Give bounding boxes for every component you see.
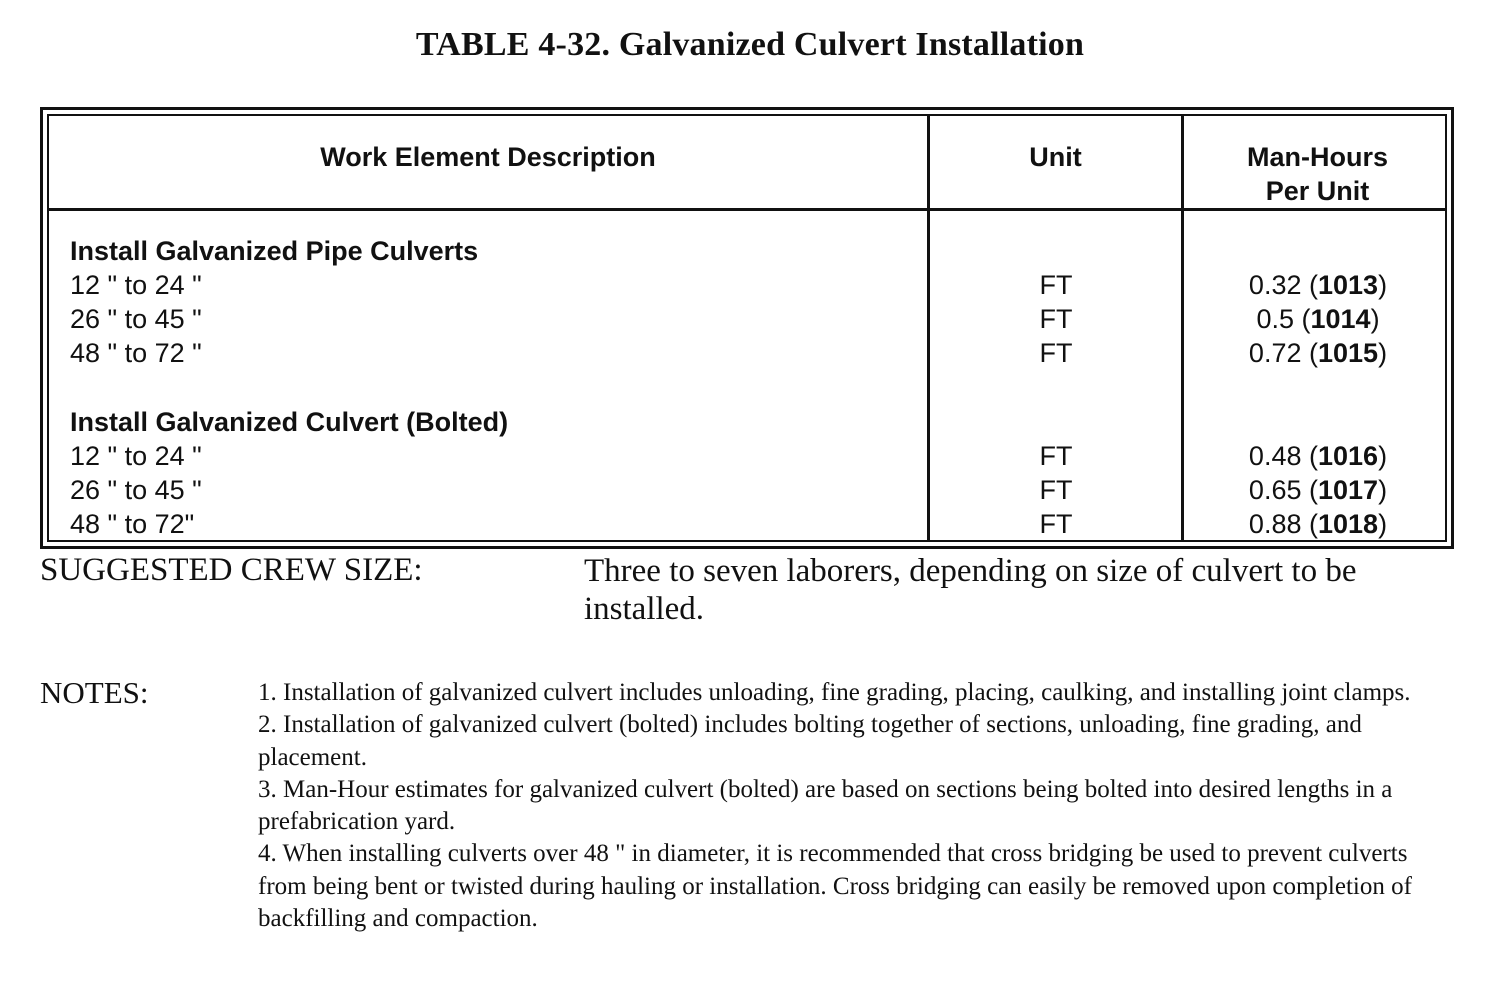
table-row	[49, 302, 1445, 336]
row-manhours: 0.32 (1013)	[1248, 270, 1388, 300]
manhours-value: 0.5	[1256, 304, 1294, 334]
manhours-value: 0.48	[1248, 441, 1302, 471]
row-description: 48 " to 72 "	[70, 338, 202, 368]
table-inner-frame	[47, 114, 1447, 542]
culvert-table	[40, 107, 1454, 549]
crew-size-label: SUGGESTED CREW SIZE:	[40, 552, 423, 588]
group-heading	[49, 405, 1445, 439]
row-manhours: 0.65 (1017)	[1248, 475, 1388, 505]
table-row	[49, 336, 1445, 370]
manhours-code: 1014	[1310, 304, 1371, 334]
header-manhours-line1: Man-Hours	[1247, 142, 1388, 172]
row-unit: FT	[1039, 441, 1073, 471]
row-description: 12 " to 24 "	[70, 270, 202, 300]
header-manhours-line2: Per Unit	[1265, 176, 1370, 206]
row-manhours: 0.5 (1014)	[1256, 304, 1380, 334]
table-row	[49, 268, 1445, 302]
manhours-code: 1013	[1317, 270, 1379, 300]
crew-size-text: Three to seven laborers, depending on size of culvert to be installed.	[584, 553, 1357, 627]
row-unit: FT	[1039, 475, 1073, 505]
note-item: 3. Man-Hour estimates for galvanized culvert (bolted) are based on sections being bolted into desired lengths in a prefabrication yard.	[258, 775, 1393, 836]
group-heading	[49, 234, 1445, 268]
table-row	[49, 439, 1445, 473]
note-item: 4. When installing culverts over 48 " in diameter, it is recommended that cross bridging be used to prevent culverts from being bent or twisted during hauling or installation. Cross bridging can easily be removed upon completion of backfilling and compaction.	[258, 840, 1412, 933]
note-item: 1. Installation of galvanized culvert includes unloading, fine grading, placing, caulking, and installing joint clamps.	[258, 679, 1411, 706]
notes-label: NOTES:	[40, 675, 149, 710]
manhours-value: 0.65	[1248, 475, 1302, 505]
row-manhours: 0.88 (1018)	[1248, 509, 1388, 539]
header-unit: Unit	[1029, 142, 1082, 172]
manhours-code: 1017	[1317, 475, 1379, 505]
row-description: 26 " to 45 "	[70, 475, 202, 505]
group-label: Install Galvanized Culvert (Bolted)	[70, 407, 509, 437]
header-description: Work Element Description	[320, 142, 656, 172]
note-item: 2. Installation of galvanized culvert (bolted) includes bolting together of sections, unloading, fine grading, and placement.	[258, 711, 1362, 771]
manhours-code: 1016	[1317, 441, 1379, 471]
header-rule	[49, 208, 1445, 211]
row-manhours: 0.48 (1016)	[1248, 441, 1388, 471]
table-row	[49, 507, 1445, 541]
manhours-value: 0.72	[1248, 338, 1302, 368]
row-unit: FT	[1039, 509, 1073, 539]
row-description: 26 " to 45 "	[70, 304, 202, 334]
group-label: Install Galvanized Pipe Culverts	[70, 236, 479, 266]
row-manhours: 0.72 (1015)	[1248, 338, 1388, 368]
table-row	[49, 473, 1445, 507]
manhours-value: 0.32	[1248, 270, 1302, 300]
row-description: 12 " to 24 "	[70, 441, 202, 471]
row-description: 48 " to 72"	[70, 509, 195, 539]
row-unit: FT	[1039, 304, 1073, 334]
manhours-code: 1018	[1317, 509, 1379, 539]
manhours-value: 0.88	[1248, 509, 1302, 539]
row-unit: FT	[1039, 338, 1073, 368]
manhours-code: 1015	[1317, 338, 1379, 368]
notes-list	[258, 677, 1458, 935]
table-title: TABLE 4-32. Galvanized Culvert Installation	[415, 26, 1085, 63]
row-unit: FT	[1039, 270, 1073, 300]
